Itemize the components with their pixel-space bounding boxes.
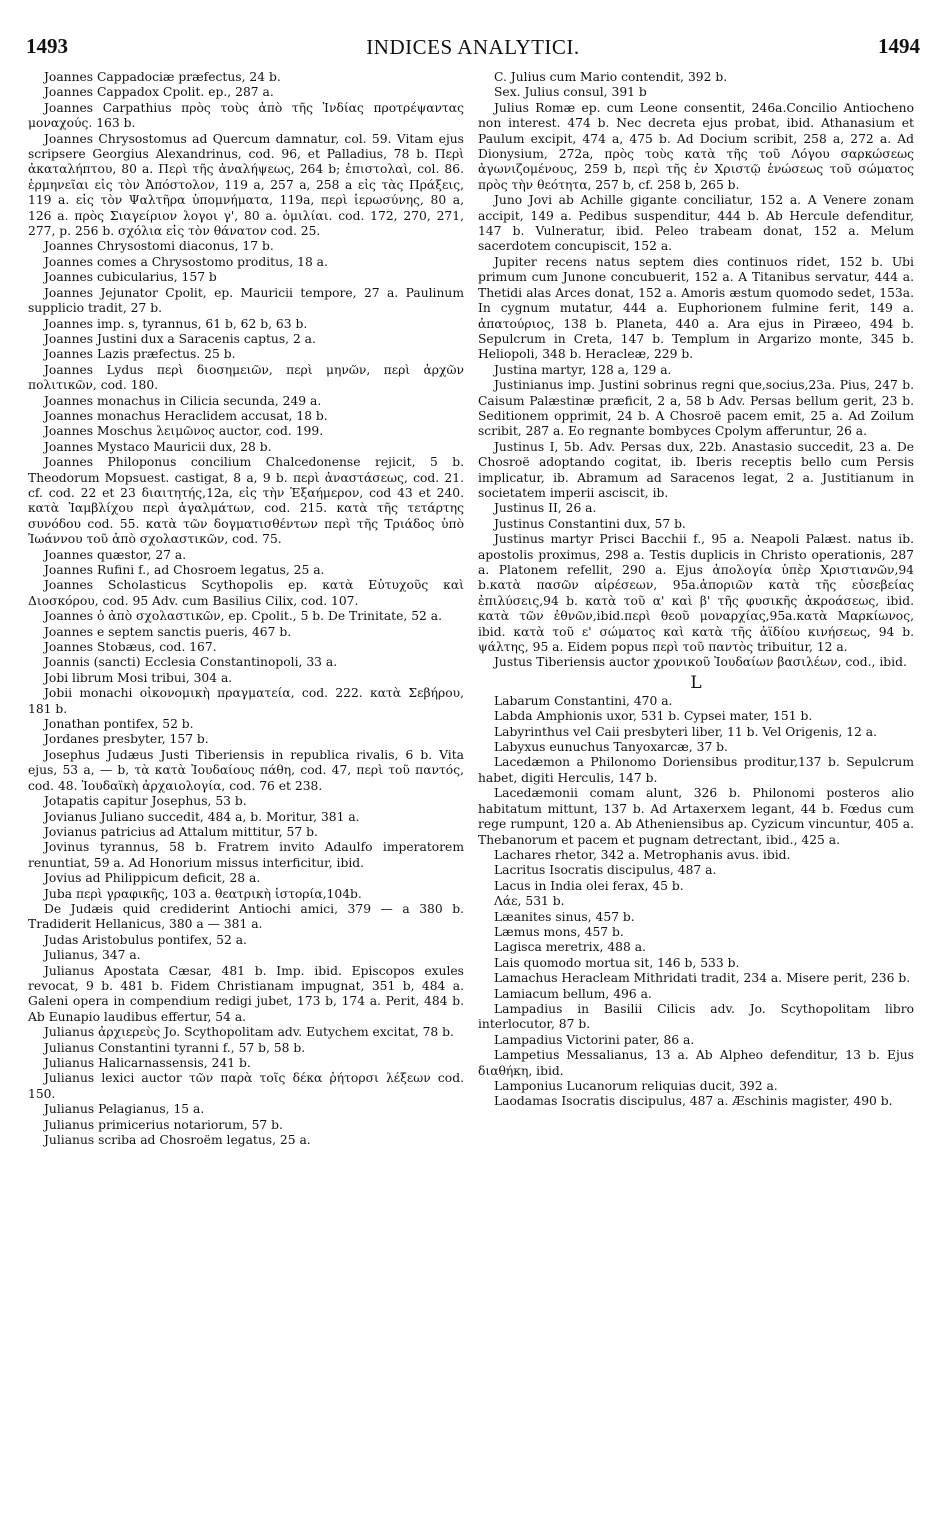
- running-title: INDICES ANALYTICI.: [366, 35, 580, 59]
- index-entry: Justinus II, 26 a.: [494, 501, 597, 516]
- index-entry: Joannes Moschus λειμῶνος auctor, cod. 199.: [44, 424, 324, 439]
- index-entry: Lachares rhetor, 342 a. Metrophanis avus. ibid.: [494, 847, 791, 862]
- index-entry: Juno Jovi ab Achille gigante conciliatur, 152 a. A Venere zonam accipit, 149 a. Pedibus suspenditur, 444 b. Ab Hercule defenditur, 147 b. Vulneratur, ibid. Peleo trabeam donat, 152 a. Melum sacerdotem concupiscit, 152 a.: [478, 193, 914, 254]
- index-entry: Joannes cubicularius, 157 b: [44, 270, 217, 285]
- index-entry: Joannes comes a Chrysostomo proditus, 18 a.: [44, 254, 328, 269]
- index-entry: Julianus primicerius notariorum, 57 b.: [44, 1117, 283, 1132]
- index-entry: Jobi librum Mosi tribui, 304 a.: [44, 670, 233, 685]
- index-entry: De Judæis quid crediderint Antiochi amici, 379 — a 380 b. Tradiderit Hellanicus, 380 a — 381 a.: [28, 901, 464, 932]
- index-entry: Jotapatis capitur Josephus, 53 b.: [44, 794, 247, 809]
- index-entry: Joannes monachus in Cilicia secunda, 249 a.: [44, 393, 322, 408]
- index-entry: Labyrinthus vel Caii presbyteri liber, 11 b. Vel Origenis, 12 a.: [494, 724, 878, 739]
- index-entry: Læanites sinus, 457 b.: [494, 909, 635, 924]
- index-entry: Joannes Chrysostomi diaconus, 17 b.: [44, 239, 274, 254]
- index-entry: Julianus scriba ad Chosroëm legatus, 25 a.: [44, 1133, 311, 1148]
- index-entry: Jonathan pontifex, 52 b.: [44, 717, 194, 732]
- index-entry: Joannes Jejunator Cpolit, ep. Mauricii tempore, 27 a. Paulinum supplicio tradit, 27 b.: [28, 285, 464, 316]
- index-entry: Lacritus Isocratis discipulus, 487 a.: [494, 863, 717, 878]
- index-entry: Lampadius in Basilii Cilicis adv. Jo. Scythopolitam libro interlocutor, 87 b.: [478, 1001, 914, 1032]
- index-entry: Joannis (sancti) Ecclesia Constantinopoli, 33 a.: [44, 655, 338, 670]
- index-entry: Joannes Mystaco Mauricii dux, 28 b.: [44, 439, 272, 454]
- index-entry: Lamachus Heracleam Mithridati tradit, 234 a. Misere perit, 236 b.: [494, 971, 911, 986]
- index-entry: Joannes ὁ ἀπὸ σχολαστικῶν, ep. Cpolit., 5 b. De Trinitate, 52 a.: [44, 609, 443, 624]
- index-entry: Joannes Lazis præfectus. 25 b.: [44, 347, 236, 362]
- page-number-left: 1493: [26, 34, 68, 58]
- index-entry: Jupiter recens natus septem dies continuos ridet, 152 b. Ubi primum cum Junone concubuerit, 152 a. A Titanibus servatur, 444 a. Thetidi alas Arces donat, 152 a. Amoris æstum quomodo sedet, 153a. In cygnum mutatur, 444 a. Euphorionem fulmine ferit, 149 a. ἀπατούριος, 138 b. Planeta, 440 a. Ara ejus in Piræeo, 494 b. Sepulcrum in Creta, 147 b. Templum in Argarizo monte, 345 b. Heliopoli, 348 b. Heracleæ, 229 b.: [478, 254, 914, 362]
- index-entry: Julianus, 347 a.: [44, 948, 141, 963]
- page-header: [26, 34, 920, 62]
- index-entry: Labda Amphionis uxor, 531 b. Cypsei mater, 151 b.: [494, 709, 813, 724]
- index-entry: Julianus Constantini tyranni f., 57 b, 58 b.: [44, 1040, 306, 1055]
- index-entry: Jordanes presbyter, 157 b.: [44, 732, 209, 747]
- index-entry: Jovianus patricius ad Attalum mittitur, 57 b.: [44, 824, 318, 839]
- index-entry: Julius Romæ ep. cum Leone consentit, 246a.Concilio Antiocheno non interest. 474 b. Nec decreta ejus probat, ibid. Athanasium et Paulum excipit, 474 a, 475 b. Ad Docium scribit, 258 a, 272 a. Ad Dionysium, 272a, πρὸς τοὺς κατὰ τῆς τοῦ Λόγου σαρκώσεως ἀγωνιζομένους, 259 b, περὶ τῆς ἐν Χριστῷ ἑνώσεως τοῦ σώματος πρὸς τὴν θεότητα, 257 b, cf. 258 b, 265 b.: [478, 100, 914, 192]
- index-entry: Justus Tiberiensis auctor χρονικοῦ Ἰουδαίων βασιλέων, cod., ibid.: [494, 655, 907, 670]
- index-entry: Josephus Judæus Justi Tiberiensis in republica rivalis, 6 b. Vita ejus, 53 a, — b, τὰ κατὰ Ἰουδαίους πάθη, cod. 47, περὶ τοῦ παντός, cod. 48. Ἰουδαϊκὴ ἀρχαιολογία, cod. 76 et 238.: [28, 747, 464, 793]
- index-entry: Joannes quæstor, 27 a.: [44, 547, 187, 562]
- page-number-right: 1494: [878, 34, 920, 58]
- index-entry: Jobii monachi οἰκονομικὴ πραγματεία, cod. 222. κατὰ Σεβήρου, 181 b.: [28, 686, 464, 716]
- index-entry: Lagisca meretrix, 488 a.: [494, 940, 646, 955]
- index-entry: Lamiacum bellum, 496 a.: [494, 986, 652, 1001]
- index-entry: Julianus lexici auctor τῶν παρὰ τοῖς δέκα ῥήτορσι λέξεων cod. 150.: [28, 1071, 464, 1101]
- index-entry: Jovinus tyrannus, 58 b. Fratrem invito Adaulfo imperatorem renuntiat, 59 a. Ad Honorium missus interficitur, ibid.: [28, 840, 464, 870]
- index-entry: Lamponius Lucanorum reliquias ducit, 392 a.: [494, 1079, 778, 1093]
- right-column: [478, 70, 914, 1110]
- index-entry: Joannes monachus Heraclidem accusat, 18 b.: [44, 408, 328, 423]
- index-entry: Joannes Rufini f., ad Chosroem legatus, 25 a.: [44, 563, 325, 577]
- index-entry: Justinus I, 5b. Adv. Persas dux, 22b. Anastasio succedit, 23 a. De Chosroë adoptando cogitat, ib. Iberis receptis bello cum Persis implicatur, ib. Abramum ad Saracenos legat, 2 a. Justitianum in societatem imperii asciscit, ib.: [478, 439, 914, 500]
- index-entry: Justina martyr, 128 a, 129 a.: [494, 362, 672, 377]
- index-entry: Joannes Justini dux a Saracenis captus, 2 a.: [44, 331, 316, 346]
- index-entry: Joannes Chrysostomus ad Quercum damnatur, col. 59. Vitam ejus scripsere Georgius Alexandrinus, cod. 96, et Palladius, 78 b. Περὶ ἀκαταλήπτου, 80 a. Περὶ τῆς ἀναλήψεως, 264 b; ἐπιστολαὶ, col. 86. ἑρμηνεῖαι εἰς τὸν Ἀπόστολον, 119 a, 257 a, 258 a εἰς τὰς Πράξεις, 119 a. εἰς τὸν Ψαλτῆρα ὑπομνήματα, 119a, περὶ ἱερωσύνης, 80 a, 126 a. πρὸς Σιαγείριον λογοι γ', 80 a. ὁμιλίαι. cod. 172, 270, 271, 277, p. 256 b. σχόλια εἰς τὸν θάνατον cod. 25.: [28, 131, 464, 239]
- index-entry: Joannes Stobæus, cod. 167.: [44, 640, 217, 655]
- index-entry: Joannes e septem sanctis pueris, 467 b.: [44, 624, 292, 639]
- index-entry: Judas Aristobulus pontifex, 52 a.: [44, 932, 247, 947]
- index-entry: Joannes Cappadociæ præfectus, 24 b.: [44, 70, 281, 84]
- index-entry: Lacus in India olei ferax, 45 b.: [494, 878, 684, 893]
- index-entry: Justinus martyr Prisci Bacchii f., 95 a. Neapoli Palæst. natus ib. apostolis proximus, 298 a. Testis duplicis in Christo operationis, 287 a. Platonem refellit, 290 a. Ejus ἀπολογία ὑπὲρ Χριστιανῶν,94 b.κατὰ πασῶν αἱρέσεων, 95a.ἀποριῶν κατὰ τῆς εὐσεβείας ἐπιλύσεις,94 b. κατὰ τοῦ α' καὶ β' τῆς φυσικῆς ἀκροάσεως, ibid. κατὰ τῶν ἐθνῶν,ibid.περὶ θεοῦ μοναρχίας,95a.κατὰ Μαρκίωνος, ibid. κατὰ τοῦ ε' σώματος καὶ κατὰ τῆς ἀϊδίου κινήσεως, 94 b. ψάλτης, 95 a. Eidem popus περὶ τοῦ παντὸς tribuitur, 12 a.: [478, 532, 914, 655]
- index-entry: Joannes imp. s, tyrannus, 61 b, 62 b, 63 b.: [44, 316, 308, 331]
- index-entry: Joannes Carpathius πρὸς τοὺς ἀπὸ τῆς Ἰνδίας προτρέψαντας μοναχούς. 163 b.: [28, 100, 464, 131]
- index-entry: Justinianus imp. Justini sobrinus regni que,socius,23a. Pius, 247 b. Caisum Palæstinæ præficit, 2 a, 58 b Adv. Persas bellum gerit, 23 b. Seditionem opprimit, 24 b. A Chosroë pacem emit, 25 a. Ad Zoilum scribit, 287 a. Eo regnante bombyces Cpolym afferuntur, 26 a.: [478, 378, 914, 439]
- index-entry: Jovianus Juliano succedit, 484 a, b. Moritur, 381 a.: [44, 809, 360, 824]
- index-entry: Lampadius Victorini pater, 86 a.: [494, 1032, 695, 1047]
- right-column-entries-j: [478, 70, 914, 671]
- index-entry: Labarum Constantini, 470 a.: [494, 693, 673, 708]
- index-entry: Laodamas Isocratis discipulus, 487 a. Æschinis magister, 490 b.: [494, 1094, 893, 1109]
- index-entry: Julianus Pelagianus, 15 a.: [44, 1102, 205, 1117]
- index-entry: Lampetius Messalianus, 13 a. Ab Alpheo defenditur, 13 b. Ejus διαθήκη, ibid.: [478, 1048, 914, 1078]
- index-entry: Sex. Julius consul, 391 b: [494, 85, 647, 100]
- index-entry: Joannes Scholasticus Scythopolis ep. κατὰ Εὐτυχοῦς καὶ Διοσκόρου, cod. 95 Adv. cum Basilius Cilix, cod. 107.: [28, 578, 464, 608]
- index-entry: Lacedæmon a Philonomo Doriensibus proditur,137 b. Sepulcrum habet, digiti Herculis, 147 b.: [478, 755, 914, 785]
- index-entry: Julianus ἀρχιερεὺς Jo. Scythopolitam adv. Eutychem excitat, 78 b.: [44, 1025, 454, 1040]
- left-column: [28, 70, 464, 1148]
- index-entry: Læmus mons, 457 b.: [494, 924, 624, 939]
- index-entry: Jovius ad Philippicum deficit, 28 a.: [44, 871, 261, 886]
- index-entry: Joannes Lydus περὶ διοσημειῶν, περὶ μηνῶν, περὶ ἀρχῶν πολιτικῶν, cod. 180.: [28, 362, 464, 393]
- index-entry: Julianus Apostata Cæsar, 481 b. Imp. ibid. Episcopos exules revocat, 9 b. 481 b. Fidem Christianam impugnat, 351 b, 484 a. Galeni opera in compendium redigi jubet, 173 b, 174 a. Perit, 484 b. Ab Eunapio laudibus effertur, 54 a.: [28, 963, 464, 1024]
- index-entry: Justinus Constantini dux, 57 b.: [494, 516, 686, 531]
- index-entry: Joannes Cappadox Cpolit. ep., 287 a.: [44, 85, 274, 100]
- index-entry: Juba περὶ γραφικῆς, 103 a. θεατρικὴ ἱστορία,104b.: [44, 886, 362, 901]
- right-column-entries-l: [478, 694, 914, 1110]
- index-entry: Λάε, 531 b.: [494, 894, 565, 909]
- index-entry: Joannes Philoponus concilium Chalcedonense rejicit, 5 b. Theodorum Mopsuest. castigat, 8 a, 9 b. περὶ ἀναστάσεως, cod. 21. cf. cod. 22 et 23 διαιτητής,12a, εἰς τὴν Ἑξαήμερον, cod 43 et 240. κατὰ Ἰαμβλίχου περὶ ἀγαλμάτων, cod. 215. κατὰ τῆς τετάρτης συνόδου cod. 55. κατὰ τῶν δογματισθέντων περὶ τῆς Τριάδος ὑπὸ Ἰωάννου τοῦ ἀπὸ σχολαστικῶν, cod. 75.: [28, 455, 464, 547]
- index-entry: Labyxus eunuchus Tanyoxarcæ, 37 b.: [494, 740, 728, 755]
- index-entry: Lacedæmonii comam alunt, 326 b. Philonomi posteros alio habitatum mittunt, 137 b. Ad Artaxerxem legant, 44 b. Fœdus cum rege rumpunt, 120 a. Ab Atheniensibus ap. Cyzicum vincuntur, 405 a. Thebanorum et pacem et pugnam detrectant, ibid., 425 a.: [478, 786, 914, 847]
- section-letter-heading: L: [690, 672, 702, 693]
- index-entry: C. Julius cum Mario contendit, 392 b.: [494, 70, 728, 84]
- index-entry: Lais quomodo mortua sit, 146 b, 533 b.: [494, 955, 740, 970]
- index-entry: Julianus Halicarnassensis, 241 b.: [44, 1056, 251, 1070]
